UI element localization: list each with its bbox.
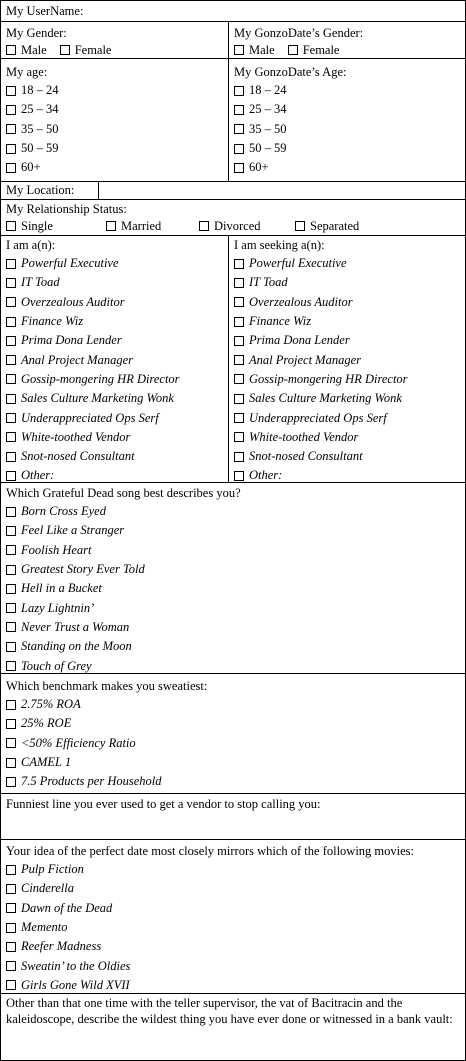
checkbox-icon[interactable]: [6, 622, 16, 632]
dead-song-option[interactable]: Never Trust a Woman: [6, 618, 460, 637]
i-am-option[interactable]: Snot-nosed Consultant: [6, 447, 223, 466]
date-age-options: [234, 81, 460, 177]
checkbox-icon[interactable]: [6, 526, 16, 536]
i-am-option[interactable]: Prima Dona Lender: [6, 331, 223, 350]
checkbox-icon[interactable]: [6, 452, 16, 462]
checkbox-icon[interactable]: [234, 355, 244, 365]
checkbox-icon[interactable]: [6, 942, 16, 952]
relationship-option-married[interactable]: Married: [106, 218, 199, 234]
relationship-row: [1, 200, 465, 236]
checkbox-icon[interactable]: [6, 884, 16, 894]
date-gender-options: [234, 42, 460, 58]
i-am-option[interactable]: Gossip-mongering HR Director: [6, 370, 223, 389]
i-am-option[interactable]: Overzealous Auditor: [6, 293, 223, 312]
checkbox-icon[interactable]: [234, 86, 244, 96]
checkbox-icon[interactable]: [6, 105, 16, 115]
vault-row: [1, 994, 465, 1060]
checkbox-icon[interactable]: [6, 163, 16, 173]
checkbox-icon[interactable]: [6, 980, 16, 990]
my-age-option[interactable]: 35 – 50: [6, 120, 223, 139]
checkbox-icon[interactable]: [6, 545, 16, 555]
date-gender-male-option[interactable]: Male: [234, 42, 275, 58]
my-age-option[interactable]: 18 – 24: [6, 81, 223, 100]
my-age-option[interactable]: 25 – 34: [6, 100, 223, 119]
roles-row: [1, 236, 465, 483]
vault-answer-area[interactable]: [6, 1027, 460, 1047]
location-input[interactable]: [99, 182, 465, 199]
checkbox-icon[interactable]: [6, 471, 16, 481]
location-label: My Location:: [6, 183, 75, 197]
date-age-option[interactable]: 25 – 34: [234, 100, 460, 119]
i-am-options: [6, 254, 223, 486]
checkbox-icon[interactable]: [199, 221, 209, 231]
checkbox-icon[interactable]: [6, 758, 16, 768]
checkbox-icon[interactable]: [6, 507, 16, 517]
checkbox-icon[interactable]: [60, 45, 70, 55]
benchmark-question: Which benchmark makes you sweatiest:: [6, 679, 208, 693]
checkbox-icon[interactable]: [6, 719, 16, 729]
benchmark-options: [6, 695, 460, 791]
checkbox-icon[interactable]: [6, 336, 16, 346]
checkbox-icon[interactable]: [6, 865, 16, 875]
checkbox-icon[interactable]: [295, 221, 305, 231]
dead-song-option[interactable]: Greatest Story Ever Told: [6, 560, 460, 579]
checkbox-icon[interactable]: [6, 661, 16, 671]
seeking-option[interactable]: Sales Culture Marketing Wonk: [234, 389, 460, 408]
my-gender-female-option[interactable]: Female: [60, 42, 112, 58]
vendor-line-answer-area[interactable]: [6, 813, 460, 837]
gender-row: [1, 22, 465, 59]
checkbox-icon[interactable]: [234, 394, 244, 404]
vault-question: Other than that one time with the teller supervisor, the vat of Bacitracin and the kaleidoscope, describe the wildest thing you have ever done or witnessed in a bank vault:: [6, 996, 453, 1026]
movie-option[interactable]: Sweatin’ to the Oldies: [6, 956, 460, 975]
checkbox-icon[interactable]: [6, 394, 16, 404]
vendor-line-row: [1, 794, 465, 840]
checkbox-icon[interactable]: [6, 45, 16, 55]
movie-option[interactable]: Pulp Fiction: [6, 860, 460, 879]
movie-option[interactable]: Reefer Madness: [6, 937, 460, 956]
checkbox-icon[interactable]: [234, 144, 244, 154]
i-am-label: I am a(n):: [6, 238, 56, 252]
checkbox-icon[interactable]: [234, 278, 244, 288]
seeking-option[interactable]: Gossip-mongering HR Director: [234, 370, 460, 389]
benchmark-option[interactable]: 2.75% ROA: [6, 695, 460, 714]
benchmark-row: [1, 674, 465, 794]
i-am-option[interactable]: IT Toad: [6, 273, 223, 292]
benchmark-option[interactable]: <50% Efficiency Ratio: [6, 734, 460, 753]
checkbox-icon[interactable]: [6, 961, 16, 971]
checkbox-icon[interactable]: [234, 413, 244, 423]
checkbox-icon[interactable]: [6, 221, 16, 231]
vendor-line-question: Funniest line you ever used to get a vendor to stop calling you:: [6, 797, 321, 811]
checkbox-icon[interactable]: [6, 603, 16, 613]
date-gender-female-option[interactable]: Female: [288, 42, 340, 58]
movie-row: [1, 840, 465, 994]
dead-song-option[interactable]: Hell in a Bucket: [6, 579, 460, 598]
checkbox-icon[interactable]: [288, 45, 298, 55]
checkbox-icon[interactable]: [6, 432, 16, 442]
my-age-option[interactable]: 60+: [6, 158, 223, 177]
i-am-option[interactable]: Sales Culture Marketing Wonk: [6, 389, 223, 408]
checkbox-icon[interactable]: [234, 317, 244, 327]
movie-option[interactable]: Girls Gone Wild XVII: [6, 976, 460, 995]
checkbox-icon[interactable]: [6, 259, 16, 269]
seeking-option[interactable]: Finance Wiz: [234, 312, 460, 331]
checkbox-icon[interactable]: [234, 471, 244, 481]
checkbox-icon[interactable]: [234, 336, 244, 346]
checkbox-icon[interactable]: [234, 105, 244, 115]
checkbox-icon[interactable]: [6, 413, 16, 423]
dead-song-row: [1, 483, 465, 674]
date-age-label: My GonzoDate’s Age:: [234, 65, 347, 79]
checkbox-icon[interactable]: [6, 278, 16, 288]
i-am-option[interactable]: Underappreciated Ops Serf: [6, 408, 223, 427]
checkbox-icon[interactable]: [6, 903, 16, 913]
movie-question: Your idea of the perfect date most closely mirrors which of the following movies:: [6, 844, 415, 858]
seeking-option[interactable]: Prima Dona Lender: [234, 331, 460, 350]
my-gender-label: My Gender:: [6, 26, 67, 40]
seeking-options: [234, 254, 460, 486]
username-label: My UserName:: [6, 4, 84, 18]
checkbox-icon[interactable]: [6, 374, 16, 384]
checkbox-icon[interactable]: [234, 163, 244, 173]
seeking-option[interactable]: Underappreciated Ops Serf: [234, 408, 460, 427]
checkbox-icon[interactable]: [6, 584, 16, 594]
my-age-option[interactable]: 50 – 59: [6, 139, 223, 158]
relationship-option-separated[interactable]: Separated: [295, 218, 359, 234]
checkbox-icon[interactable]: [234, 259, 244, 269]
checkbox-icon[interactable]: [234, 124, 244, 134]
movie-option[interactable]: Memento: [6, 918, 460, 937]
checkbox-icon[interactable]: [6, 565, 16, 575]
movie-options: [6, 860, 460, 995]
seeking-label: I am seeking a(n):: [234, 238, 325, 252]
dead-song-option[interactable]: Born Cross Eyed: [6, 502, 460, 521]
benchmark-option[interactable]: 25% ROE: [6, 714, 460, 733]
i-am-option[interactable]: Powerful Executive: [6, 254, 223, 273]
date-age-option[interactable]: 60+: [234, 158, 460, 177]
dead-song-option[interactable]: Foolish Heart: [6, 541, 460, 560]
relationship-label: My Relationship Status:: [6, 202, 127, 216]
checkbox-icon[interactable]: [234, 432, 244, 442]
checkbox-icon[interactable]: [234, 45, 244, 55]
dead-song-options: [6, 502, 460, 676]
seeking-option[interactable]: Snot-nosed Consultant: [234, 447, 460, 466]
checkbox-icon[interactable]: [234, 374, 244, 384]
dead-song-option[interactable]: Feel Like a Stranger: [6, 521, 460, 540]
i-am-option[interactable]: Other:: [6, 466, 223, 485]
checkbox-icon[interactable]: [6, 297, 16, 307]
checkbox-icon[interactable]: [6, 124, 16, 134]
checkbox-icon[interactable]: [6, 355, 16, 365]
checkbox-icon[interactable]: [6, 738, 16, 748]
my-age-options: [6, 81, 223, 177]
date-age-option[interactable]: 50 – 59: [234, 139, 460, 158]
seeking-option[interactable]: Other:: [234, 466, 460, 485]
dead-song-option[interactable]: Standing on the Moon: [6, 637, 460, 656]
checkbox-icon[interactable]: [6, 642, 16, 652]
relationship-option-divorced[interactable]: Divorced: [199, 218, 295, 234]
benchmark-option[interactable]: CAMEL 1: [6, 753, 460, 772]
relationship-options: [6, 218, 460, 234]
seeking-option[interactable]: Powerful Executive: [234, 254, 460, 273]
seeking-option[interactable]: Overzealous Auditor: [234, 293, 460, 312]
location-row: [1, 182, 465, 200]
i-am-option[interactable]: Anal Project Manager: [6, 350, 223, 369]
my-gender-options: [6, 42, 223, 58]
username-row: [1, 1, 465, 22]
checkbox-icon[interactable]: [6, 777, 16, 787]
date-age-option[interactable]: 35 – 50: [234, 120, 460, 139]
relationship-option-single[interactable]: Single: [6, 218, 106, 234]
checkbox-icon[interactable]: [6, 923, 16, 933]
checkbox-icon[interactable]: [234, 452, 244, 462]
my-gender-male-option[interactable]: Male: [6, 42, 47, 58]
checkbox-icon[interactable]: [6, 317, 16, 327]
date-age-option[interactable]: 18 – 24: [234, 81, 460, 100]
checkbox-icon[interactable]: [6, 700, 16, 710]
dead-song-question: Which Grateful Dead song best describes you?: [6, 486, 241, 500]
checkbox-icon[interactable]: [6, 86, 16, 96]
movie-option[interactable]: Cinderella: [6, 879, 460, 898]
date-gender-label: My GonzoDate’s Gender:: [234, 26, 364, 40]
dead-song-option[interactable]: Lazy Lightnin’: [6, 598, 460, 617]
checkbox-icon[interactable]: [106, 221, 116, 231]
seeking-option[interactable]: IT Toad: [234, 273, 460, 292]
dead-song-option[interactable]: Touch of Grey: [6, 656, 460, 675]
my-age-label: My age:: [6, 65, 48, 79]
i-am-option[interactable]: White-toothed Vendor: [6, 428, 223, 447]
seeking-option[interactable]: White-toothed Vendor: [234, 428, 460, 447]
movie-option[interactable]: Dawn of the Dead: [6, 899, 460, 918]
checkbox-icon[interactable]: [6, 144, 16, 154]
seeking-option[interactable]: Anal Project Manager: [234, 350, 460, 369]
i-am-option[interactable]: Finance Wiz: [6, 312, 223, 331]
age-row: [1, 59, 465, 182]
checkbox-icon[interactable]: [234, 297, 244, 307]
benchmark-option[interactable]: 7.5 Products per Household: [6, 772, 460, 791]
